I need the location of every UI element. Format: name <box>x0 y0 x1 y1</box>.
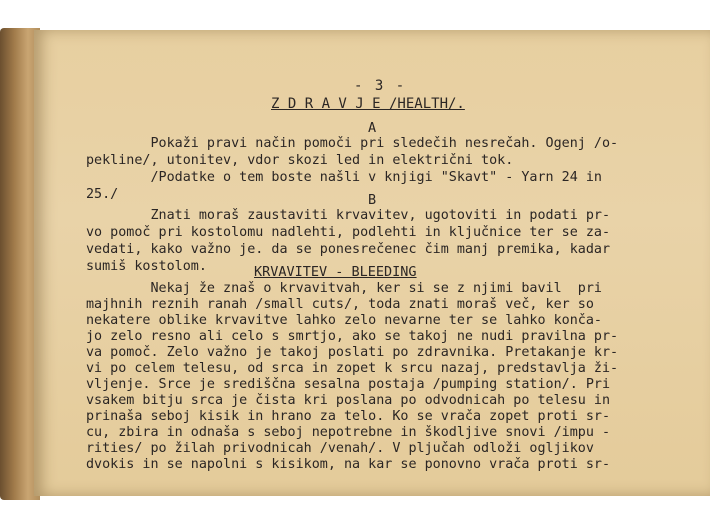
bleeding-line: majhnih reznih ranah /small cuts/, toda znati moraš več, ker so <box>86 297 594 312</box>
section-b-line: vo pomoč pri kostolomu nadlehti, podlehti in ključnice ter se za- <box>86 225 611 240</box>
page-number: - 3 - <box>354 78 407 94</box>
bleeding-line: jo zelo resno ali celo s smrtjo, ako se takoj ne nudi pravilna pr- <box>86 329 619 344</box>
document-page <box>34 30 710 496</box>
bleeding-line: va pomoč. Zelo važno je takoj poslati po zdravnika. Pretakanje kr- <box>86 345 619 360</box>
bleeding-line: cu, zbira in odnaša s seboj nepotrebne in škodljive snovi /impu - <box>86 425 611 440</box>
section-b-letter: B <box>368 192 377 208</box>
bleeding-line: nekatere oblike krvavitve lahko zelo nevarne ter se lahko konča- <box>86 313 602 328</box>
section-b-line: sumiš kostolom. <box>86 259 207 274</box>
section-a-line: pekline/, utonitev, vdor skozi led in električni tok. <box>86 153 514 168</box>
page-heading: Z D R A V J E /HEALTH/. <box>271 96 465 112</box>
bleeding-line: dvokis in se napolni s kisikom, na kar se ponovno vrača proti sr- <box>86 457 611 472</box>
section-a-letter: A <box>368 120 377 136</box>
bleeding-line: Nekaj že znaš o krvavitvah, ker si se z njimi bavil pri <box>86 281 602 296</box>
section-a-line: 25./ <box>86 187 119 202</box>
section-b-line: vedati, kako važno je. da se ponesrečenec čim manj premika, kadar <box>86 242 611 257</box>
section-a-line: /Podatke o tem boste našli v knjigi "Skavt" - Yarn 24 in <box>86 170 602 185</box>
bleeding-line: rities/ po žilah privodnicah /venah/. V pljučah odloži ogljikov <box>86 441 594 456</box>
section-a-line: Pokaži pravi način pomoči pri sledečih nesrečah. Ogenj /o- <box>86 136 619 151</box>
bleeding-line: vi po celem telesu, od srca in zopet k srcu nazaj, predstavlja ži- <box>86 361 619 376</box>
bleeding-line: vljenje. Srce je središčna sesalna postaja /pumping station/. Pri <box>86 377 611 392</box>
section-b-line: Znati moraš zaustaviti krvavitev, ugotoviti in podati pr- <box>86 208 611 223</box>
bleeding-line: vsakem bitju srca je čista kri poslana po odvodnicah po telesu in <box>86 393 611 408</box>
bleeding-line: prinaša seboj kisik in hrano za telo. Ko se vrača zopet proti sr- <box>86 409 611 424</box>
bleeding-text <box>86 281 710 513</box>
bleeding-subheading: KRVAVITEV - BLEEDING <box>254 264 417 280</box>
